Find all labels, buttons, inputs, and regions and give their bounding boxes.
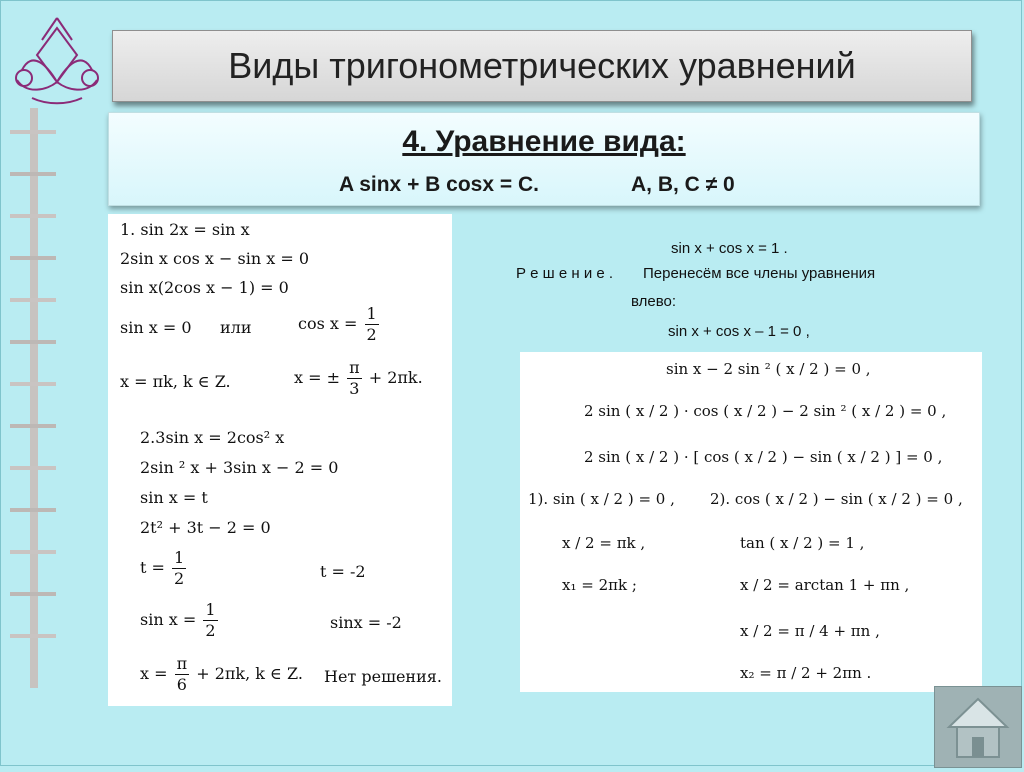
fraction	[175, 654, 190, 695]
denominator: 6	[176, 675, 187, 694]
subtitle-equation: A sinx + B cosx = C.	[339, 173, 539, 196]
fraction	[347, 358, 362, 399]
math-line: sin x − 2 sin ² ( x / 2 ) = 0 ,	[666, 360, 871, 378]
left-examples-panel	[108, 214, 452, 706]
example-equation: sin x + cos x = 1 .	[671, 240, 788, 257]
slide-title: Виды тригонометрических уравнений	[228, 45, 856, 86]
math-line	[294, 358, 423, 399]
math-line: 2 sin ( x / 2 ) · cos ( x / 2 ) − 2 sin ² ( x / 2 ) = 0 ,	[584, 402, 947, 420]
math-line: 2 sin ( x / 2 ) · [ cos ( x / 2 ) − sin ( x / 2 ) ] = 0 ,	[584, 448, 943, 466]
numerator: π	[176, 654, 188, 673]
fraction	[203, 600, 217, 641]
solution-text: Перенесём все члены уравнения	[643, 265, 876, 282]
fraction	[365, 304, 379, 345]
right-solution-panel	[520, 352, 982, 692]
rail-tick	[10, 172, 56, 176]
home-button[interactable]	[934, 686, 1022, 768]
fraction	[172, 548, 186, 589]
math-text: t =	[140, 558, 165, 577]
rail-tick	[10, 424, 56, 428]
math-line	[140, 600, 220, 641]
math-line: x / 2 = πk ,	[562, 534, 646, 552]
subtitle-heading: 4. Уравнение вида:	[402, 125, 686, 158]
math-text: x =	[140, 664, 168, 683]
math-line: 2t² + 3t − 2 = 0	[140, 518, 271, 537]
rail-tick	[10, 634, 56, 638]
math-line: 2). cos ( x / 2 ) − sin ( x / 2 ) = 0 ,	[710, 490, 963, 508]
rail-tick	[10, 466, 56, 470]
math-line: x = πk, k ∈ Z.	[120, 372, 231, 391]
rail-tick	[10, 340, 56, 344]
rail-tick	[10, 298, 56, 302]
subtitle-condition: A, B, C ≠ 0	[631, 173, 735, 196]
denominator: 2	[205, 621, 216, 640]
subtitle-box	[108, 112, 980, 206]
math-line: sin x = t	[140, 488, 208, 507]
math-line: sin x = 0	[120, 318, 192, 337]
math-line: t = -2	[320, 562, 366, 581]
math-text: x = ±	[294, 368, 341, 387]
denominator: 2	[174, 569, 185, 588]
moved-equation: sin x + cos x – 1 = 0 ,	[668, 323, 810, 340]
numerator: 1	[205, 600, 216, 619]
rail-tick	[10, 382, 56, 386]
numerator: π	[349, 358, 360, 377]
rail-tick	[10, 592, 56, 596]
math-text: cos x =	[298, 314, 358, 333]
math-text: + 2πk.	[368, 368, 423, 387]
math-line	[140, 654, 303, 695]
slide-title-box	[112, 30, 972, 102]
math-text: sin x =	[140, 610, 197, 629]
math-line: или	[220, 318, 252, 337]
math-line: x₁ = 2πk ;	[562, 576, 637, 594]
math-line: x / 2 = arctan 1 + πn ,	[740, 576, 910, 594]
math-line: sin x(2cos x − 1) = 0	[120, 278, 289, 297]
decor-rail	[30, 108, 38, 688]
solution-label: Р е ш е н и е .	[516, 265, 614, 282]
solution-left-word: влево:	[631, 293, 677, 310]
numerator: 1	[366, 304, 377, 323]
numerator: 1	[174, 548, 185, 567]
math-line: 2sin ² x + 3sin x − 2 = 0	[140, 458, 339, 477]
rail-tick	[10, 508, 56, 512]
math-line: tan ( x / 2 ) = 1 ,	[740, 534, 865, 552]
ornament-icon	[2, 10, 112, 110]
home-icon	[935, 687, 1021, 767]
math-line: 1). sin ( x / 2 ) = 0 ,	[528, 490, 675, 508]
rail-tick	[10, 256, 56, 260]
math-line	[140, 548, 188, 589]
math-line: Нет решения.	[324, 667, 442, 686]
rail-tick	[10, 130, 56, 134]
math-line: x / 2 = π / 4 + πn ,	[740, 622, 880, 640]
math-line: 1. sin 2x = sin x	[120, 220, 250, 239]
math-line	[298, 304, 381, 345]
math-line: sinx = -2	[330, 613, 402, 632]
math-text: + 2πk, k ∈ Z.	[196, 664, 303, 683]
denominator: 2	[366, 325, 377, 344]
rail-tick	[10, 214, 56, 218]
math-line: x₂ = π / 2 + 2πn .	[740, 664, 872, 682]
rail-tick	[10, 550, 56, 554]
math-line: 2sin x cos x − sin x = 0	[120, 249, 309, 268]
denominator: 3	[349, 379, 360, 398]
math-line: 2.3sin x = 2cos² x	[140, 428, 285, 447]
